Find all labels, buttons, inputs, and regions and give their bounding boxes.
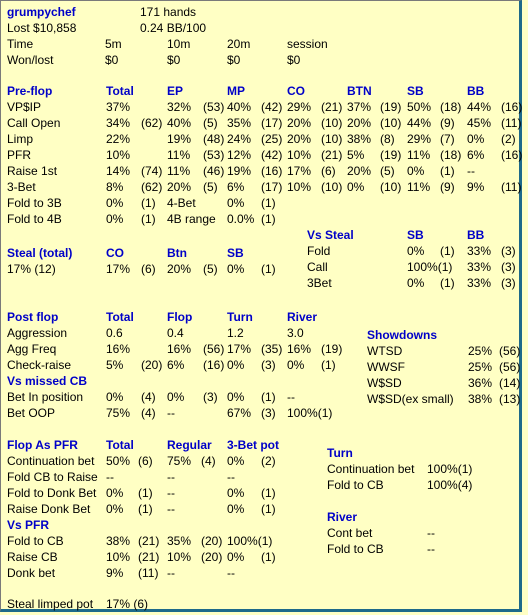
preflop-col-header: EP (167, 84, 184, 98)
preflop-cell: 11% (167, 164, 191, 178)
flop-pfr-cell: (1) (138, 486, 153, 500)
vs-steal-cell: (3) (501, 276, 516, 290)
turn-cell: 100%(1) (427, 462, 473, 476)
vs-steal-row-label: 3Bet (307, 276, 332, 290)
postflop-title: Post flop (7, 310, 59, 324)
flop-pfr-cell: 0% (227, 502, 245, 516)
flop-pfr-cell: 0% (106, 486, 124, 500)
flop-pfr-cell: 50% (106, 454, 131, 468)
preflop-row-label: VP$IP (7, 100, 42, 114)
postflop-col-header: Flop (167, 310, 193, 324)
preflop-row-label: Raise 1st (7, 164, 58, 178)
steal-col-header: SB (227, 246, 244, 260)
preflop-cell: 0.0% (227, 212, 255, 226)
preflop-cell: 0% (227, 196, 245, 210)
preflop-cell: (10) (380, 180, 402, 194)
preflop-cell: (18) (440, 100, 462, 114)
preflop-cell: 10% (287, 180, 312, 194)
preflop-row-label: 4B range (167, 212, 216, 226)
vs-pfr-cell: 10% (167, 550, 192, 564)
preflop-cell: 37% (106, 100, 131, 114)
river-cell: -- (427, 526, 435, 540)
vs-steal-cell: (1) (440, 244, 455, 258)
showdowns-title: Showdowns (367, 328, 437, 342)
vs-steal-cell: 0% (407, 276, 425, 290)
preflop-cell: 11% (407, 148, 431, 162)
vs-missed-cb-cell: 0% (106, 390, 124, 404)
vs-steal-cell: 0% (407, 244, 425, 258)
vs-steal-row-label: Call (307, 260, 328, 274)
preflop-col-header: BB (467, 84, 485, 98)
vs-steal-col-header: SB (407, 228, 424, 242)
flop-pfr-row-label: Fold CB to Raise (7, 470, 98, 484)
showdowns-cell: (56) (499, 360, 521, 374)
preflop-cell: 11% (407, 180, 431, 194)
steal-limped-value: 17% (6) (106, 597, 149, 611)
preflop-col-header: SB (407, 84, 424, 98)
preflop-cell: (2) (501, 132, 516, 146)
preflop-col-header: CO (287, 84, 305, 98)
preflop-cell: 6% (227, 180, 245, 194)
postflop-cell: 16% (167, 342, 192, 356)
flop-pfr-cell: 0% (106, 502, 124, 516)
flop-pfr-cell: (2) (261, 454, 276, 468)
steal-total-value: 17% (12) (7, 262, 56, 276)
vs-steal-cell: 33% (467, 244, 492, 258)
postflop-cell: (20) (141, 358, 163, 372)
vs-steal-cell: (1) (440, 276, 455, 290)
time-period: session (287, 37, 328, 51)
preflop-cell: (8) (380, 132, 395, 146)
postflop-col-header: Total (106, 310, 134, 324)
preflop-cell: 38% (347, 132, 372, 146)
time-label: Time (7, 37, 34, 51)
showdowns-cell: (56) (499, 344, 521, 358)
preflop-cell: 19% (167, 132, 192, 146)
flop-pfr-cell: (1) (261, 502, 276, 516)
postflop-cell: 3.0 (287, 326, 304, 340)
flop-pfr-row-label: Continuation bet (7, 454, 95, 468)
preflop-cell: 10% (106, 148, 131, 162)
vs-missed-cb-cell: -- (167, 406, 175, 420)
postflop-col-header: River (287, 310, 318, 324)
preflop-cell: (11) (501, 180, 522, 194)
postflop-cell: 1.2 (227, 326, 244, 340)
steal-title: Steal (total) (7, 246, 73, 260)
river-cell: -- (427, 542, 435, 556)
preflop-cell: (19) (380, 148, 402, 162)
preflop-cell: (1) (261, 196, 276, 210)
steal-cell: (6) (141, 262, 156, 276)
preflop-cell: 10% (287, 148, 312, 162)
flop-pfr-col-header: Total (106, 438, 134, 452)
showdowns-row-label: WWSF (367, 360, 405, 374)
flop-pfr-cell: (1) (261, 486, 276, 500)
preflop-cell: 0% (347, 180, 365, 194)
preflop-cell: (42) (261, 100, 283, 114)
postflop-row-label: Check-raise (7, 358, 72, 372)
time-period: 10m (167, 37, 191, 51)
river-row-label: Fold to CB (327, 542, 384, 556)
vs-pfr-cell: -- (167, 566, 175, 580)
steal-cell: 0% (227, 262, 245, 276)
vs-missed-cb-cell: 67% (227, 406, 252, 420)
won-lost-label: Won/lost (7, 53, 54, 67)
preflop-cell: (16) (501, 100, 523, 114)
won-lost-value: $0 (167, 53, 181, 67)
postflop-row-label: Agg Freq (7, 342, 57, 356)
preflop-row-label: Fold to 3B (7, 196, 62, 210)
postflop-cell: 16% (106, 342, 131, 356)
flop-pfr-cell: (4) (201, 454, 216, 468)
preflop-cell: 20% (347, 164, 372, 178)
preflop-cell: 35% (227, 116, 252, 130)
postflop-cell: (56) (203, 342, 225, 356)
vs-pfr-cell: 38% (106, 534, 131, 548)
postflop-cell: 17% (227, 342, 252, 356)
vs-missed-cb-cell: 75% (106, 406, 131, 420)
preflop-cell: 45% (467, 116, 492, 130)
postflop-cell: (35) (261, 342, 283, 356)
preflop-cell: (62) (141, 116, 163, 130)
preflop-cell: 0% (106, 212, 124, 226)
vs-missed-cb-cell: -- (287, 390, 295, 404)
vs-missed-cb-row-label: Bet In position (7, 390, 84, 404)
preflop-cell: 50% (407, 100, 432, 114)
preflop-cell: 14% (106, 164, 131, 178)
flop-pfr-cell: -- (106, 470, 114, 484)
preflop-cell: (62) (141, 180, 163, 194)
postflop-cell: 0.6 (106, 326, 123, 340)
preflop-cell: 44% (407, 116, 432, 130)
postflop-cell: 5% (106, 358, 124, 372)
showdowns-cell: (13) (499, 392, 521, 406)
preflop-cell: (16) (501, 148, 523, 162)
preflop-cell: 32% (167, 100, 192, 114)
preflop-cell: (17) (261, 116, 283, 130)
flop-pfr-title: Flop As PFR (7, 438, 78, 452)
river-row-label: Cont bet (327, 526, 373, 540)
flop-pfr-cell: 75% (167, 454, 192, 468)
preflop-row-label: 3-Bet (7, 180, 36, 194)
vs-missed-cb-cell: (3) (261, 406, 276, 420)
preflop-cell: (1) (440, 164, 455, 178)
preflop-cell: 19% (227, 164, 252, 178)
preflop-cell: 12% (227, 148, 252, 162)
preflop-cell: 40% (227, 100, 252, 114)
preflop-cell: (46) (203, 164, 225, 178)
preflop-title: Pre-flop (7, 84, 53, 98)
vs-pfr-title: Vs PFR (7, 518, 50, 532)
steal-limped-label: Steal limped pot (7, 597, 94, 611)
flop-pfr-col-header: Regular (167, 438, 212, 452)
preflop-row-label: Call Open (7, 116, 61, 130)
preflop-cell: (21) (321, 100, 343, 114)
preflop-cell: (6) (321, 164, 336, 178)
player-name: grumpychef (7, 5, 76, 19)
preflop-cell: 0% (407, 164, 425, 178)
preflop-cell: (10) (321, 116, 343, 130)
flop-pfr-cell: (1) (138, 502, 153, 516)
steal-cell: 17% (106, 262, 131, 276)
preflop-cell: 17% (287, 164, 312, 178)
preflop-row-label: Fold to 4B (7, 212, 62, 226)
preflop-cell: 20% (167, 180, 192, 194)
vs-pfr-row-label: Donk bet (7, 566, 56, 580)
preflop-cell: 6% (467, 148, 485, 162)
vs-steal-cell: 33% (467, 276, 492, 290)
steal-col-header: Btn (167, 246, 187, 260)
vs-missed-cb-title: Vs missed CB (7, 374, 88, 388)
preflop-cell: 34% (106, 116, 131, 130)
flop-pfr-cell: -- (167, 502, 175, 516)
preflop-cell: (53) (203, 100, 225, 114)
vs-pfr-cell: (1) (261, 550, 276, 564)
showdowns-row-label: W$SD (367, 376, 402, 390)
vs-pfr-cell: (11) (138, 566, 159, 580)
preflop-cell: 20% (287, 116, 312, 130)
preflop-cell: 0% (467, 132, 485, 146)
turn-row-label: Fold to CB (327, 478, 384, 492)
preflop-cell: (5) (203, 180, 218, 194)
preflop-cell: (1) (141, 212, 156, 226)
flop-pfr-cell: 0% (227, 454, 245, 468)
preflop-col-header: Total (106, 84, 134, 98)
vs-pfr-cell: 9% (106, 566, 124, 580)
vs-missed-cb-cell: 100%(1) (287, 406, 333, 420)
preflop-cell: 20% (347, 116, 372, 130)
showdowns-cell: 25% (468, 344, 493, 358)
postflop-cell: (3) (261, 358, 276, 372)
bb-rate: 0.24 BB/100 (140, 21, 207, 35)
preflop-cell: -- (467, 164, 475, 178)
postflop-cell: 0% (227, 358, 245, 372)
vs-pfr-cell: 10% (106, 550, 131, 564)
vs-pfr-row-label: Fold to CB (7, 534, 64, 548)
vs-pfr-cell: (21) (138, 550, 160, 564)
vs-missed-cb-cell: (1) (261, 390, 276, 404)
vs-steal-cell: (3) (501, 260, 516, 274)
steal-col-header: CO (106, 246, 124, 260)
vs-pfr-cell: 35% (167, 534, 192, 548)
won-lost-value: $0 (287, 53, 301, 67)
vs-pfr-cell: 0% (227, 550, 245, 564)
preflop-cell: 24% (227, 132, 252, 146)
preflop-cell: 20% (287, 132, 312, 146)
preflop-row-label: PFR (7, 148, 31, 162)
preflop-cell: (10) (321, 132, 343, 146)
turn-row-label: Continuation bet (327, 462, 415, 476)
postflop-cell: (19) (321, 342, 343, 356)
preflop-cell: (74) (141, 164, 163, 178)
vs-pfr-cell: 100%(1) (227, 534, 273, 548)
steal-cell: 20% (167, 262, 192, 276)
time-period: 5m (105, 37, 122, 51)
showdowns-cell: (14) (499, 376, 521, 390)
preflop-cell: (1) (141, 196, 156, 210)
time-period: 20m (227, 37, 251, 51)
preflop-cell: (25) (261, 132, 283, 146)
vs-pfr-cell: (20) (201, 534, 223, 548)
showdowns-cell: 36% (468, 376, 493, 390)
turn-title: Turn (327, 446, 353, 460)
flop-pfr-row-label: Raise Donk Bet (7, 502, 91, 516)
hands-count: 171 hands (140, 5, 197, 19)
vs-pfr-cell: (21) (138, 534, 160, 548)
postflop-cell: 16% (287, 342, 312, 356)
postflop-cell: (1) (321, 358, 336, 372)
vs-pfr-cell: (20) (201, 550, 223, 564)
preflop-cell: (10) (321, 180, 343, 194)
vs-missed-cb-cell: (4) (141, 390, 156, 404)
preflop-cell: (1) (261, 212, 276, 226)
vs-missed-cb-cell: 0% (167, 390, 185, 404)
preflop-cell: (5) (203, 116, 218, 130)
vs-steal-cell: (3) (501, 244, 516, 258)
flop-pfr-cell: (6) (138, 454, 153, 468)
vs-missed-cb-cell: (3) (203, 390, 218, 404)
showdowns-row-label: W$SD(ex small) (367, 392, 454, 406)
preflop-cell: 37% (347, 100, 372, 114)
vs-pfr-cell: -- (227, 566, 235, 580)
postflop-col-header: Turn (227, 310, 253, 324)
vs-pfr-row-label: Raise CB (7, 550, 58, 564)
preflop-cell: (9) (440, 116, 455, 130)
preflop-cell: (9) (440, 180, 455, 194)
turn-cell: 100%(4) (427, 478, 473, 492)
preflop-cell: (5) (380, 164, 395, 178)
steal-cell: (5) (203, 262, 218, 276)
preflop-cell: 0% (106, 196, 124, 210)
steal-cell: (1) (261, 262, 276, 276)
vs-steal-cell: 100%(1) (407, 260, 453, 274)
result-text: Lost $10,858 (7, 21, 77, 35)
postflop-cell: 6% (167, 358, 185, 372)
preflop-cell: 29% (287, 100, 312, 114)
preflop-cell: 22% (106, 132, 131, 146)
preflop-cell: 44% (467, 100, 492, 114)
vs-steal-row-label: Fold (307, 244, 331, 258)
river-title: River (327, 510, 358, 524)
preflop-cell: (7) (440, 132, 455, 146)
flop-pfr-cell: 0% (227, 486, 245, 500)
preflop-cell: (53) (203, 148, 225, 162)
preflop-cell: 9% (467, 180, 485, 194)
flop-pfr-cell: -- (167, 470, 175, 484)
preflop-cell: 8% (106, 180, 124, 194)
postflop-cell: 0% (287, 358, 305, 372)
vs-missed-cb-cell: 0% (227, 390, 245, 404)
postflop-cell: 0.4 (167, 326, 184, 340)
preflop-cell: (18) (440, 148, 462, 162)
preflop-cell: 5% (347, 148, 365, 162)
showdowns-cell: 25% (468, 360, 493, 374)
preflop-cell: (16) (261, 164, 283, 178)
preflop-cell: (21) (321, 148, 343, 162)
showdowns-cell: 38% (468, 392, 493, 406)
flop-pfr-cell: -- (167, 486, 175, 500)
flop-pfr-row-label: Fold to Donk Bet (7, 486, 97, 500)
preflop-row-label: 4-Bet (167, 196, 196, 210)
preflop-cell: 29% (407, 132, 432, 146)
preflop-cell: (19) (380, 100, 402, 114)
preflop-cell: (42) (261, 148, 283, 162)
vs-steal-title: Vs Steal (307, 228, 354, 242)
postflop-row-label: Aggression (7, 326, 68, 340)
preflop-cell: (11) (501, 116, 522, 130)
preflop-row-label: Limp (7, 132, 34, 146)
flop-pfr-cell: -- (227, 470, 235, 484)
flop-pfr-col-header: 3-Bet pot (227, 438, 279, 452)
vs-missed-cb-cell: (4) (141, 406, 156, 420)
preflop-col-header: MP (227, 84, 245, 98)
vs-missed-cb-row-label: Bet OOP (7, 406, 56, 420)
vs-steal-col-header: BB (467, 228, 485, 242)
preflop-cell: (48) (203, 132, 225, 146)
preflop-cell: 40% (167, 116, 192, 130)
showdowns-row-label: WTSD (367, 344, 403, 358)
preflop-cell: 11% (167, 148, 191, 162)
won-lost-value: $0 (105, 53, 119, 67)
postflop-cell: (16) (203, 358, 225, 372)
preflop-cell: (10) (380, 116, 402, 130)
preflop-col-header: BTN (347, 84, 372, 98)
vs-steal-cell: 33% (467, 260, 492, 274)
won-lost-value: $0 (227, 53, 241, 67)
preflop-cell: (17) (261, 180, 283, 194)
